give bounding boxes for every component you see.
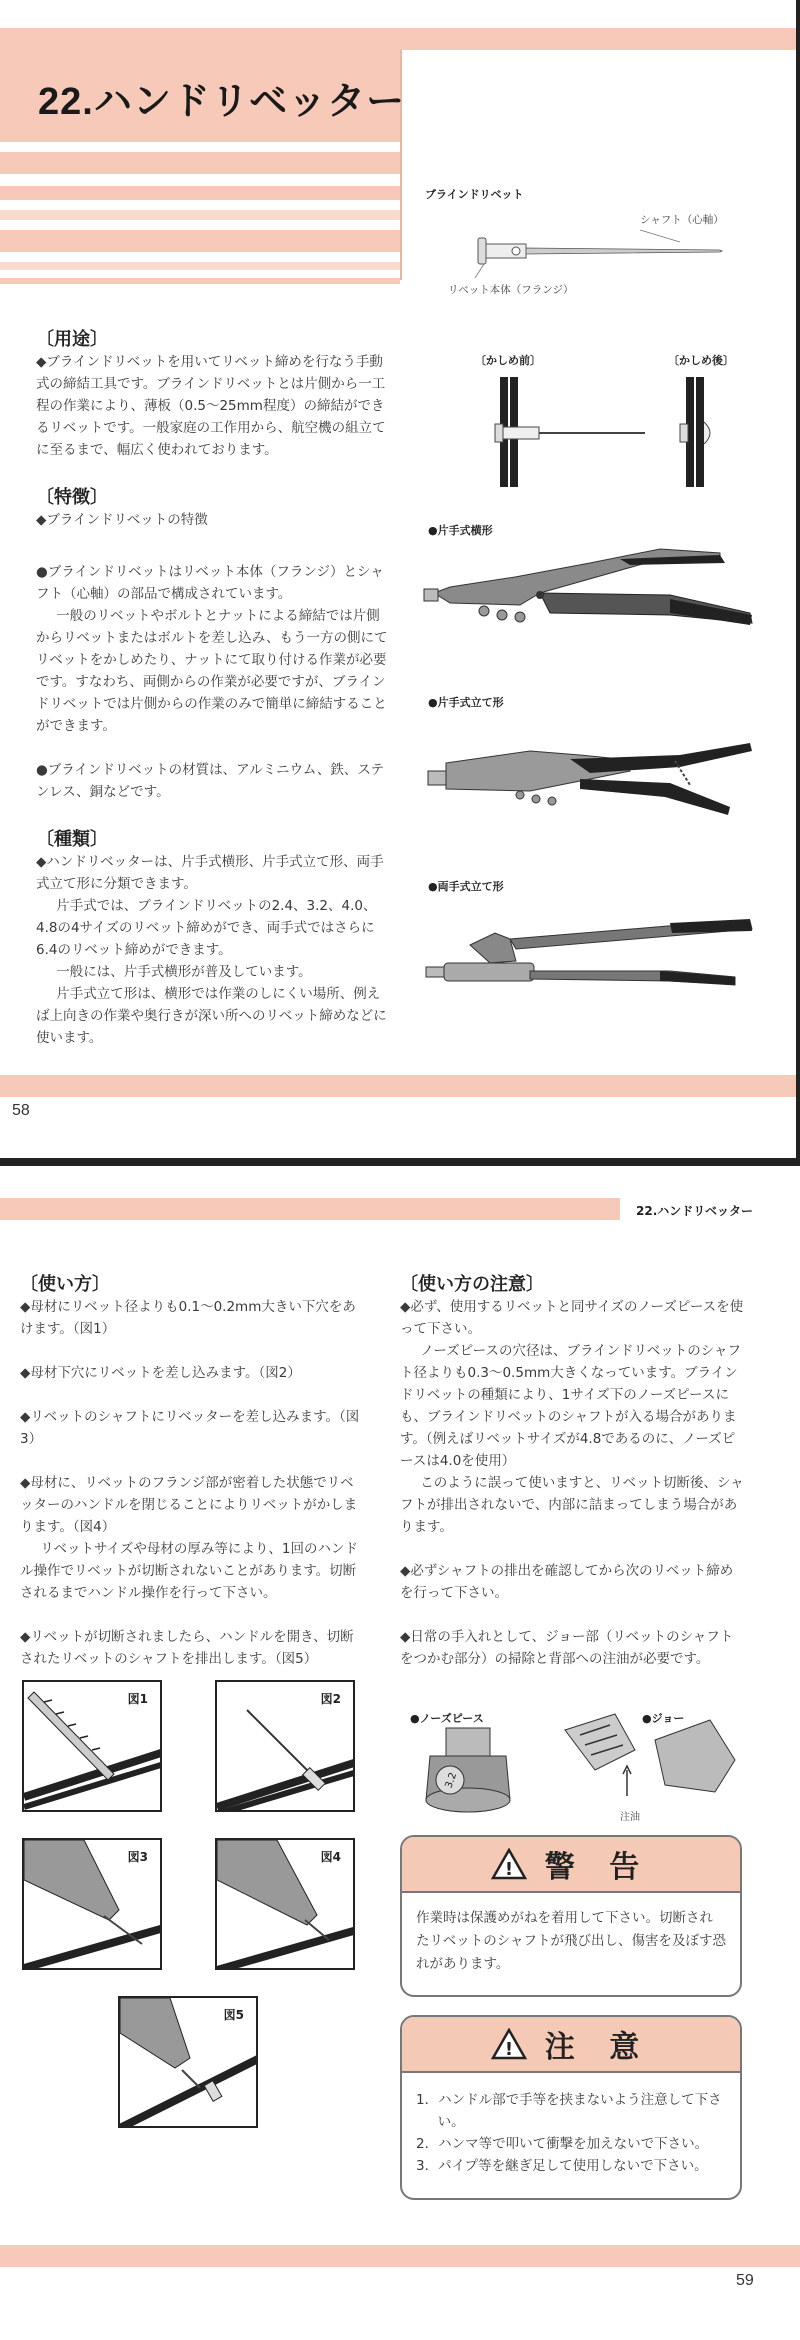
- jaw-illustration: [545, 1700, 745, 1810]
- nose-piece-label: ●ノーズピース: [410, 1712, 484, 1725]
- page-number-58: 58: [12, 1102, 30, 1119]
- nose-piece-illustration: [410, 1720, 530, 1820]
- stripe-5: [0, 262, 400, 270]
- how-to-heading: 〔使い方〕: [20, 1274, 110, 1295]
- warning-triangle-icon: [491, 1848, 527, 1880]
- features-materials: ●ブラインドリベットの材質は、アルミニウム、鉄、ステンレス、銅などです。: [36, 762, 385, 800]
- blind-rivet-label: ブラインドリベット: [425, 188, 524, 201]
- rivet-tool-horizontal-image: [420, 535, 760, 655]
- caution-title: 注 意: [544, 2030, 652, 2065]
- page-title: 22.ハンドリベッター: [38, 81, 406, 123]
- before-caulking-label: 〔かしめ前〕: [475, 354, 541, 367]
- types-heading: 〔種類〕: [36, 829, 108, 850]
- tool-label-1: ●片手式横形: [428, 524, 493, 537]
- tool-label-2: ●片手式立て形: [428, 696, 504, 709]
- figure-3: [22, 1838, 162, 1970]
- top-band: [0, 28, 800, 50]
- stripe-2: [0, 186, 400, 200]
- figure-2: [215, 1680, 355, 1812]
- rivet-body-label: リベット本体（フランジ）: [448, 284, 574, 296]
- stripe-6: [0, 278, 400, 284]
- figure-3-label: 図3: [127, 1850, 148, 1864]
- figure-5: [118, 1996, 258, 2128]
- how-to-step-4-note: リベットサイズや母材の厚み等により、1回のハンドル操作でリベットが切断されないことがあります。切断されるまでハンドル操作を行って下さい。: [20, 1541, 358, 1601]
- how-to-column: [20, 1270, 365, 1670]
- how-to-step-2: ◆母材下穴にリベットを差し込みます。（図2）: [20, 1365, 301, 1381]
- tool-label-3: ●両手式立て形: [428, 880, 504, 893]
- types-classification: ◆ハンドリベッターは、片手式横形、片手式立て形、両手式立て形に分類できます。: [36, 854, 384, 892]
- cautions-column: [400, 1270, 745, 1670]
- after-caulking-illustration: [670, 372, 730, 492]
- warning-box: [400, 1835, 742, 1997]
- stripe-1: [0, 152, 400, 174]
- usage-text: ◆ブラインドリベットを用いてリベット締めを行なう手動式の締結工具です。ブラインドリベットとは片側から一工程の作業により、薄板（0.5〜25mm程度）の締結ができるリベットです。一般家庭の工作用から、航空機の組立てに至るまで、幅広く使われております。: [36, 354, 386, 458]
- how-to-step-1: ◆母材にリベット径よりも0.1〜0.2mm大きい下穴をあけます。（図1）: [20, 1299, 356, 1337]
- page-number-59: 59: [736, 2272, 754, 2289]
- stripe-4: [0, 230, 400, 252]
- features-explanation: 一般のリベットやボルトとナットによる締結では片側からリベットまたはボルトを差し込み、もう一方の側にてリベットをかしめたり、ナットにて取り付ける作業が必要です。すなわち、両側からの作業が必要ですが、ブラインドリベットでは片側からの作業のみで簡単に締結することができます。: [36, 608, 388, 734]
- oil-label: 注油: [620, 1812, 640, 1823]
- usage-heading: 〔用途〕: [36, 329, 108, 350]
- warning-header: [402, 1837, 740, 1893]
- caution-2: ◆必ずシャフトの排出を確認してから次のリベット締めを行って下さい。: [400, 1563, 734, 1601]
- caution-item-3: 3．パイプ等を継ぎ足して使用しないで下さい。: [416, 2158, 708, 2174]
- page-edge-right: [796, 0, 800, 1166]
- nose-piece-size: 3.2: [443, 1771, 460, 1790]
- caution-1: ◆必ず、使用するリベットと同サイズのノーズピースを使って下さい。: [400, 1299, 744, 1337]
- caution-item-2: 2．ハンマ等で叩いて衝撃を加えないで下さい。: [416, 2136, 709, 2152]
- figure-5-label: 図5: [223, 2008, 244, 2022]
- features-heading: 〔特徴〕: [36, 487, 108, 508]
- stripe-3: [0, 210, 400, 220]
- caution-1-detail: ノーズピースの穴径は、ブラインドリベットのシャフト径よりも0.3〜0.5mm大きくなっています。ブラインドリベットの種類により、1サイズ下のノーズピースにも、ブラインドリベットのシャフトが入る場合があります。（例えばリベットサイズが4.8であるのに、ノーズピースは4.0を使用）: [400, 1343, 742, 1469]
- types-common: 一般には、片手式横形が普及しています。: [56, 964, 312, 980]
- figure-4-label: 図4: [320, 1850, 341, 1864]
- how-to-step-5: ◆リベットが切断されましたら、ハンドルを開き、切断されたリベットのシャフトを排出します。（図5）: [20, 1629, 354, 1667]
- caution-triangle-icon: [491, 2028, 527, 2060]
- how-to-step-4: ◆母材に、リベットのフランジ部が密着した状態でリベッターのハンドルを閉じることによりリベットがかしまります。（図4）: [20, 1475, 358, 1535]
- rivet-tool-vertical-image: [420, 715, 760, 825]
- blind-rivet-illustration: [460, 220, 740, 282]
- features-components: ●ブラインドリベットはリベット本体（フランジ）とシャフト（心軸）の部品で構成されています。: [36, 564, 384, 602]
- before-caulking-illustration: [470, 372, 650, 492]
- figure-2-label: 図2: [320, 1692, 341, 1706]
- figure-1: [22, 1680, 162, 1812]
- svg-text:!: !: [504, 2039, 513, 2060]
- warning-text: 作業時は保護めがねを着用して下さい。切断されたリベットのシャフトが飛び出し、傷害を及ぼす恐れがあります。: [416, 1910, 726, 1972]
- rivet-tool-two-hand-image: [420, 905, 760, 995]
- warning-title: 警 告: [544, 1850, 652, 1885]
- page2-header-band: [0, 1198, 620, 1220]
- page1-text-column: [36, 325, 391, 1049]
- how-to-step-3: ◆リベットのシャフトにリベッターを差し込みます。（図3）: [20, 1409, 360, 1447]
- figure-4: [215, 1838, 355, 1970]
- caution-list: [402, 2073, 740, 2177]
- after-caulking-label: 〔かしめ後〕: [668, 354, 734, 367]
- caution-3: ◆日常の手入れとして、ジョー部（リベットのシャフトをつかむ部分）の掃除と背部への注油が必要です。: [400, 1629, 734, 1667]
- page2-header-title: 22.ハンドリベッター: [636, 1204, 754, 1218]
- page-divider: [0, 1158, 800, 1166]
- cautions-heading: 〔使い方の注意〕: [400, 1274, 544, 1295]
- page2-footer-band: [0, 2245, 800, 2267]
- caution-item-1: 1．ハンドル部で手等を挟まないよう注意して下さい。: [416, 2092, 722, 2130]
- shaft-label: シャフト（心軸）: [640, 214, 724, 226]
- caution-box: [400, 2015, 742, 2200]
- svg-text:!: !: [504, 1859, 513, 1880]
- page1-footer-band: [0, 1075, 800, 1097]
- jaw-label: ●ジョー: [642, 1712, 685, 1725]
- features-intro: ◆ブラインドリベットの特徴: [36, 512, 208, 528]
- types-one-hand: 片手式では、ブラインドリベットの2.4、3.2、4.0、4.8の4サイズのリベット締めができ、両手式ではさらに6.4のリベット締めができます。: [36, 898, 377, 958]
- figure-1-label: 図1: [127, 1692, 148, 1706]
- caution-header: [402, 2017, 740, 2073]
- types-vertical: 片手式立て形は、横形では作業のしにくい場所、例えば上向きの作業や奥行きが深い所へのリベット締めなどに使います。: [36, 986, 387, 1046]
- caution-1-consequence: このように誤って使いますと、リベット切断後、シャフトが排出されないで、内部に詰まってしまう場合があります。: [400, 1475, 744, 1535]
